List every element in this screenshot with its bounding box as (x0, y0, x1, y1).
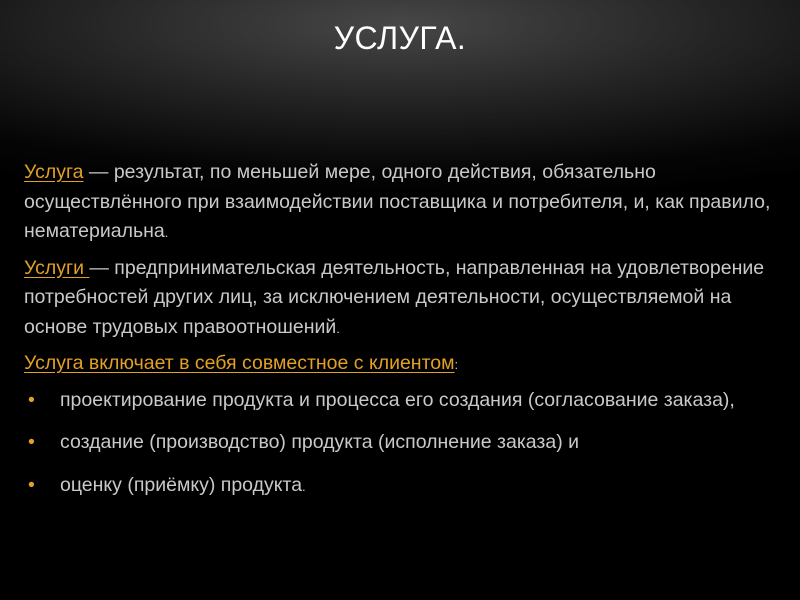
definition-text: — предпринимательская деятельность, направленная на удовлетворение потребностей других лиц, за исключением деятельности, осуществляемой на основе трудовых правоотношений (24, 256, 765, 338)
bullet-icon: • (28, 473, 35, 496)
list-item-text: проектирование продукта и процесса его создания (согласование заказа), (60, 388, 735, 411)
definition-paragraph (24, 254, 784, 344)
term-service: Услуга (24, 161, 84, 183)
term-service-includes: Услуга включает в себя совместное с клиентом (24, 352, 455, 374)
list-item-text: оценку (приёмку) продукта (60, 473, 303, 496)
list-item (24, 386, 784, 417)
paragraph-end: . (164, 225, 169, 240)
slide-title: УСЛУГА. (333, 20, 467, 56)
list-item-end: . (302, 478, 306, 494)
bullet-icon: • (28, 431, 35, 453)
includes-paragraph (24, 349, 784, 380)
bullet-list (24, 386, 784, 502)
term-services: Услуги (24, 256, 90, 279)
definition-text: — результат, по меньшей мере, одного действия, обязательно осуществлённого при взаимодействии поставщика и потребителя, и, как правило, нематериальна (24, 161, 771, 242)
paragraph-end: : (454, 357, 459, 372)
list-item (24, 471, 784, 502)
paragraph-end: . (336, 320, 340, 336)
list-item (24, 428, 784, 459)
list-item-text: создание (производство) продукта (исполнение заказа) и (60, 431, 580, 453)
bullet-icon: • (28, 388, 35, 411)
definition-paragraph (24, 158, 784, 248)
slide-body (24, 158, 784, 513)
